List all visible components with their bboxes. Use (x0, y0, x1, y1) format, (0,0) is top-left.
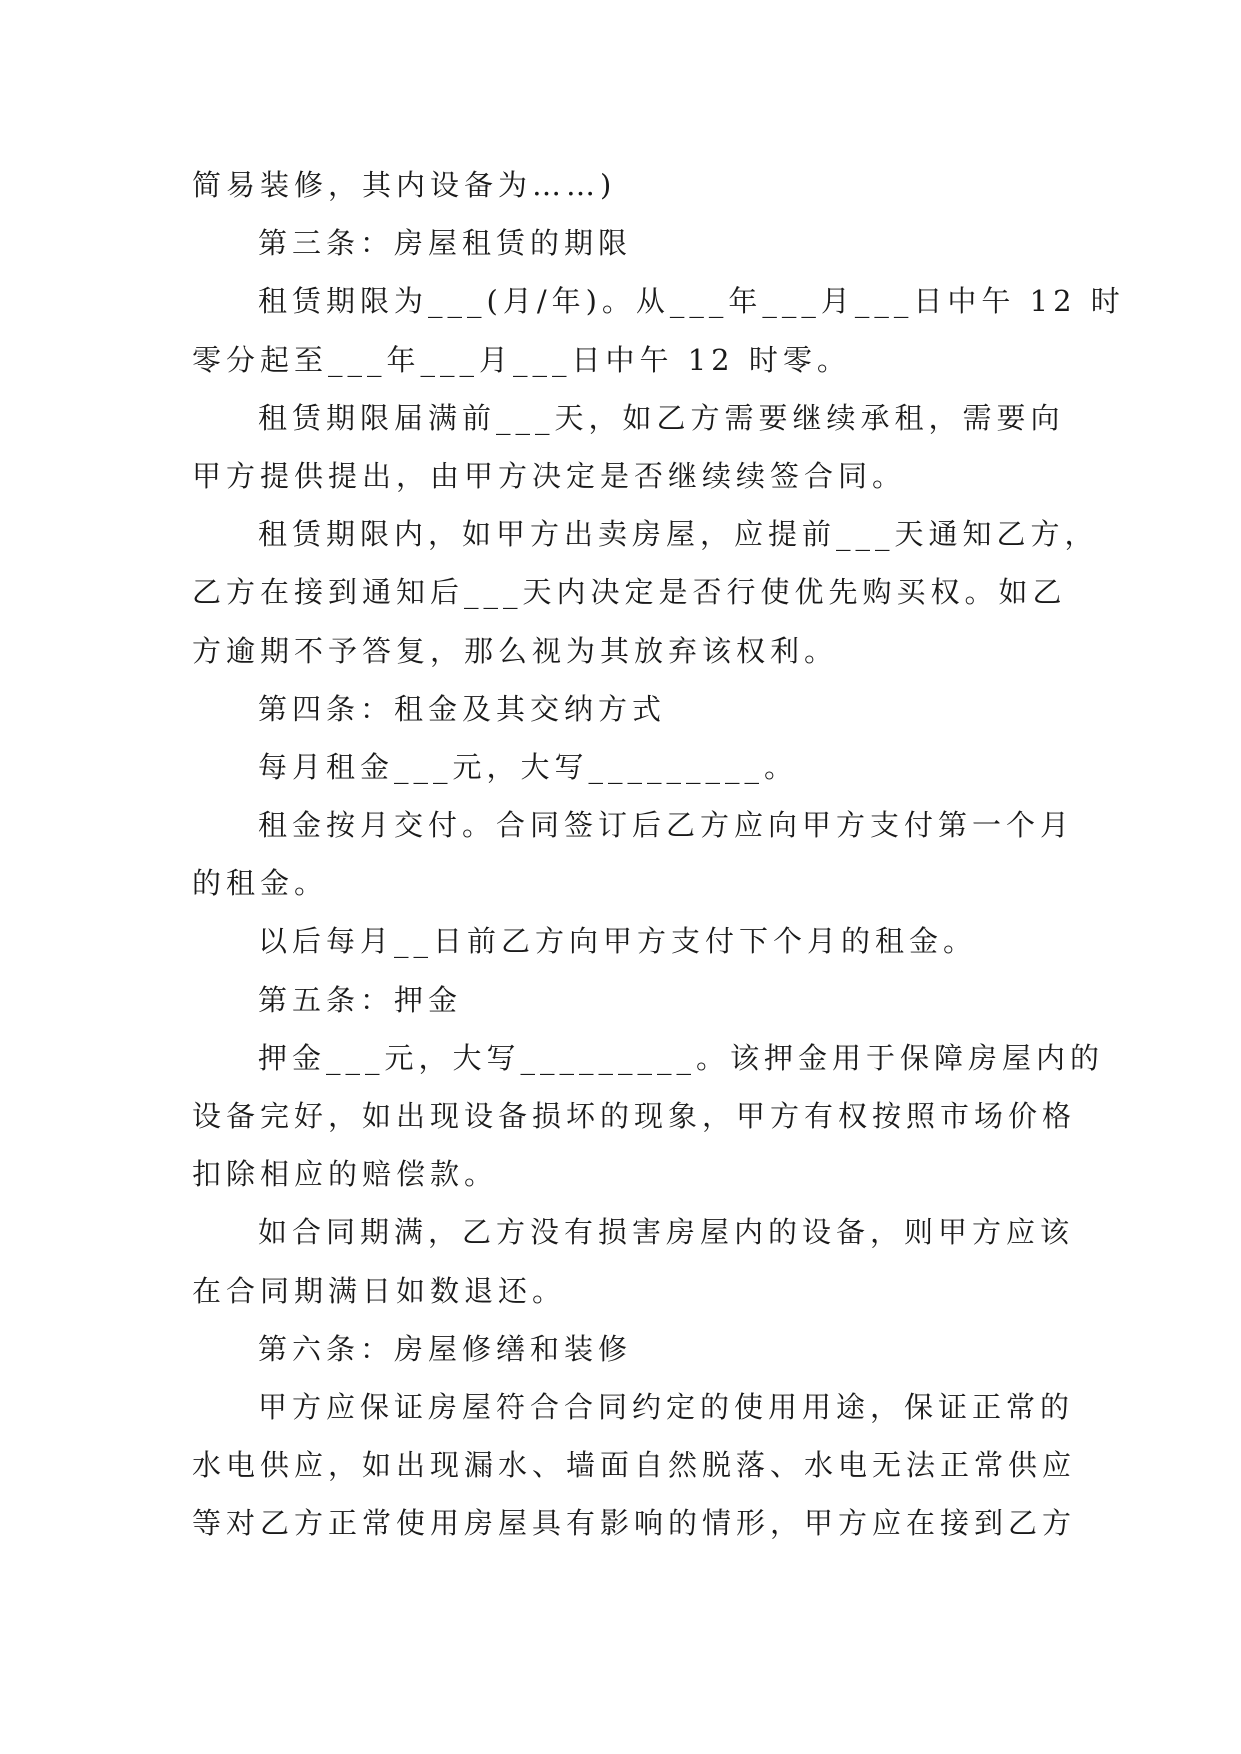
paragraph-line: 水电供应，如出现漏水、墙面自然脱落、水电无法正常供应 (192, 1448, 1077, 1483)
paragraph-line: 甲方提供提出，由甲方决定是否继续续签合同。 (192, 458, 907, 493)
paragraph-line: 租赁期限内，如甲方出卖房屋，应提前___天通知乙方， (258, 517, 1099, 552)
section-heading: 第六条：房屋修缮和装修 (258, 1331, 633, 1366)
paragraph-line: 方逾期不予答复，那么视为其放弃该权利。 (192, 633, 839, 668)
paragraph-line: 甲方应保证房屋符合合同约定的使用用途，保证正常的 (258, 1389, 1075, 1424)
paragraph-line: 以后每月__日前乙方向甲方支付下个月的租金。 (258, 924, 978, 959)
paragraph-line: 押金___元，大写_________。该押金用于保障房屋内的 (258, 1040, 1105, 1075)
paragraph-line: 在合同期满日如数退还。 (192, 1273, 567, 1308)
document-body (192, 156, 1125, 1553)
section-heading: 第三条：房屋租赁的期限 (258, 226, 633, 261)
paragraph-line: 乙方在接到通知后___天内决定是否行使优先购买权。如乙 (192, 575, 1067, 610)
paragraph-line: 扣除相应的赔偿款。 (192, 1157, 499, 1192)
paragraph-line: 租赁期限届满前___天，如乙方需要继续承租，需要向 (258, 400, 1065, 435)
paragraph-line: 的租金。 (192, 866, 329, 901)
paragraph-line: 简易装修，其内设备为……) (192, 168, 617, 202)
section-heading: 第四条：租金及其交纳方式 (258, 691, 667, 726)
paragraph-line: 租金按月交付。合同签订后乙方应向甲方支付第一个月 (258, 808, 1075, 843)
paragraph-line: 设备完好，如出现设备损坏的现象，甲方有权按照市场价格 (192, 1099, 1077, 1133)
paragraph-line: 租赁期限为___(月/年)。从___年___月___日中午 12 时 (258, 284, 1125, 319)
paragraph-line: 如合同期满，乙方没有损害房屋内的设备，则甲方应该 (258, 1215, 1075, 1250)
section-heading: 第五条：押金 (258, 982, 463, 1017)
paragraph-line: 等对乙方正常使用房屋具有影响的情形，甲方应在接到乙方 (192, 1506, 1077, 1541)
paragraph-line: 零分起至___年___月___日中午 12 时零。 (192, 342, 851, 377)
paragraph-line: 每月租金___元，大写_________。 (258, 749, 799, 784)
